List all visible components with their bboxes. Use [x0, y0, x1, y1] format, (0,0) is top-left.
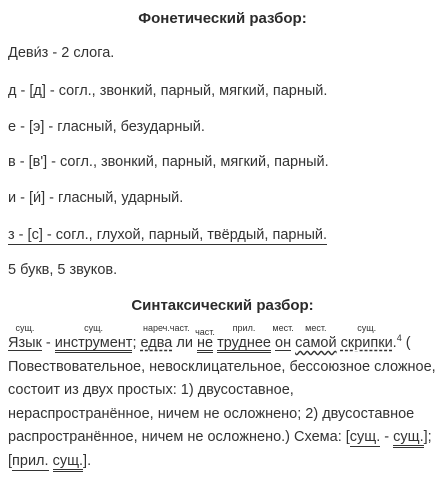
- word-on: [272, 323, 294, 351]
- bracket: [: [345, 429, 350, 445]
- phonetic-row-5: [8, 227, 327, 243]
- word-text: инструмент: [54, 335, 133, 351]
- tag-pronoun: мест.: [272, 323, 294, 333]
- footnote-marker: 4: [396, 333, 402, 343]
- word-text: Язык: [8, 335, 42, 351]
- tag-particle: част.: [169, 323, 190, 333]
- letters-sounds-summary: 5 букв, 5 звуков.: [8, 262, 118, 278]
- word-ne: [195, 327, 215, 353]
- dash: -: [41, 335, 55, 351]
- tag-noun: сущ.: [357, 323, 377, 333]
- tag-particle: част.: [195, 327, 215, 337]
- word-skripki: [340, 323, 393, 351]
- period: .: [392, 335, 397, 351]
- word-text: не: [196, 335, 214, 351]
- word-text: он: [275, 335, 292, 351]
- scheme-noun-2: сущ.: [393, 429, 423, 448]
- phonetic-row-4: и - [и́] - гласный, ударный.: [8, 190, 184, 206]
- tag-noun: сущ.: [15, 323, 35, 333]
- word-samoy: [295, 323, 337, 351]
- word-text: труднее: [217, 335, 271, 351]
- sentence-description: ( Повествовательное, невосклицательное, бессоюзное сложное, состоит из двух простых: 1) двусоставное, нераспространённое, ничем не осложнено; 2) двусоставное распространённое, ничем не осложнено.) Схема:: [8, 335, 436, 445]
- phonetic-row-5-text: - [с] - согл., глухой, парный, твёрдый, парный.: [14, 227, 328, 243]
- word-yazyk: [8, 323, 42, 351]
- bracket: ];: [423, 429, 432, 445]
- syntactic-heading: Синтаксический разбор:: [131, 297, 314, 314]
- space: [49, 453, 53, 469]
- tag-adverb: нареч.: [142, 323, 170, 333]
- phonetic-row-2: е - [э] - гласный, безударный.: [8, 119, 205, 135]
- word-text: едва: [140, 335, 173, 351]
- word-li: [169, 323, 193, 351]
- word-instrument: [54, 323, 133, 353]
- scheme-adjective: прил.: [12, 452, 49, 469]
- scheme-noun-1: сущ.: [349, 429, 381, 445]
- phonetic-row-3: в - [в'] - согл., звонкий, парный, мягкий, парный.: [8, 154, 329, 170]
- bracket: ].: [83, 452, 92, 469]
- syllable-count: Деви́з - 2 слога.: [8, 45, 115, 61]
- word-trudnee: [217, 323, 271, 353]
- phonetic-row-5-letter: з: [8, 227, 15, 243]
- tag-pronoun: мест.: [305, 323, 327, 333]
- scheme-noun-3: сущ.: [53, 453, 83, 472]
- phonetic-heading: Фонетический разбор:: [138, 10, 307, 27]
- word-edva: [140, 323, 173, 351]
- word-text: скрипки: [340, 335, 393, 351]
- word-text: ли: [176, 335, 193, 351]
- syntactic-parse: [8, 323, 440, 473]
- separator: ;: [132, 335, 141, 351]
- dash: -: [380, 429, 394, 445]
- phonetic-row-1: д - [д] - согл., звонкий, парный, мягкий, парный.: [8, 83, 328, 99]
- tag-adjective: прил.: [232, 323, 256, 333]
- word-text: самой: [295, 335, 337, 351]
- tag-noun: сущ.: [84, 323, 104, 333]
- bracket: [: [8, 452, 13, 469]
